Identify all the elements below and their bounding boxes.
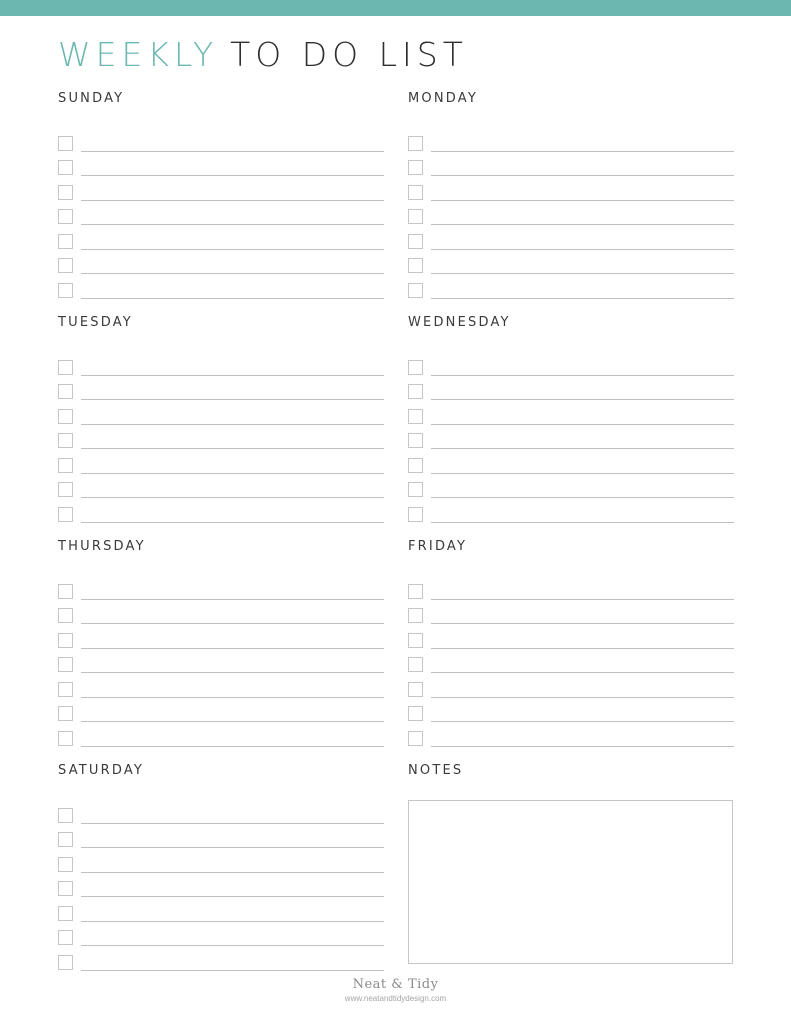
day-label: MONDAY [408, 91, 478, 106]
task-checkbox[interactable] [58, 608, 73, 623]
task-row [58, 499, 384, 524]
task-list [408, 576, 734, 748]
task-write-line[interactable] [431, 696, 734, 698]
task-checkbox[interactable] [408, 409, 423, 424]
task-write-line[interactable] [81, 871, 384, 873]
task-row [58, 128, 384, 153]
task-checkbox[interactable] [58, 731, 73, 746]
task-write-line[interactable] [431, 647, 734, 649]
task-write-line[interactable] [431, 720, 734, 722]
day-section-thursday [58, 539, 384, 748]
task-write-line[interactable] [81, 944, 384, 946]
task-row [408, 177, 734, 202]
task-checkbox[interactable] [408, 507, 423, 522]
task-write-line[interactable] [81, 895, 384, 897]
day-label: SATURDAY [58, 763, 145, 778]
task-write-line[interactable] [81, 822, 384, 824]
task-list [58, 352, 384, 524]
task-row [408, 650, 734, 675]
task-write-line[interactable] [81, 472, 384, 474]
task-write-line[interactable] [431, 174, 734, 176]
task-checkbox[interactable] [58, 832, 73, 847]
task-row [408, 128, 734, 153]
task-write-line[interactable] [81, 199, 384, 201]
task-row [408, 153, 734, 178]
task-row [58, 849, 384, 874]
task-row [58, 401, 384, 426]
task-write-line[interactable] [81, 248, 384, 250]
task-write-line[interactable] [431, 745, 734, 747]
task-row [58, 153, 384, 178]
day-label: FRIDAY [408, 539, 468, 554]
task-row [408, 450, 734, 475]
task-checkbox[interactable] [408, 633, 423, 648]
task-row [58, 576, 384, 601]
task-write-line[interactable] [81, 272, 384, 274]
task-write-line[interactable] [81, 150, 384, 152]
task-write-line[interactable] [81, 622, 384, 624]
task-row [58, 674, 384, 699]
task-checkbox[interactable] [408, 458, 423, 473]
task-write-line[interactable] [81, 496, 384, 498]
task-row [58, 800, 384, 825]
task-checkbox[interactable] [408, 160, 423, 175]
top-accent-bar [0, 0, 791, 16]
task-row [58, 699, 384, 724]
task-write-line[interactable] [431, 521, 734, 523]
task-checkbox[interactable] [408, 283, 423, 298]
task-checkbox[interactable] [408, 657, 423, 672]
task-write-line[interactable] [431, 199, 734, 201]
task-checkbox[interactable] [408, 234, 423, 249]
task-write-line[interactable] [431, 398, 734, 400]
brand-logo-text: Neat & Tidy [352, 977, 439, 992]
task-write-line[interactable] [431, 447, 734, 449]
task-row [408, 226, 734, 251]
task-write-line[interactable] [431, 374, 734, 376]
task-checkbox[interactable] [408, 584, 423, 599]
task-checkbox[interactable] [58, 682, 73, 697]
page-title [58, 35, 468, 74]
task-write-line[interactable] [81, 398, 384, 400]
notes-box[interactable] [408, 800, 733, 964]
task-write-line[interactable] [81, 846, 384, 848]
task-checkbox[interactable] [58, 160, 73, 175]
task-checkbox[interactable] [58, 409, 73, 424]
task-row [408, 275, 734, 300]
task-checkbox[interactable] [58, 955, 73, 970]
task-write-line[interactable] [81, 521, 384, 523]
task-write-line[interactable] [81, 920, 384, 922]
task-row [408, 202, 734, 227]
task-write-line[interactable] [431, 150, 734, 152]
task-row [58, 275, 384, 300]
task-checkbox[interactable] [408, 185, 423, 200]
task-checkbox[interactable] [408, 706, 423, 721]
task-checkbox[interactable] [408, 258, 423, 273]
task-checkbox[interactable] [58, 234, 73, 249]
day-label: WEDNESDAY [408, 315, 511, 330]
task-row [408, 426, 734, 451]
task-write-line[interactable] [81, 720, 384, 722]
task-checkbox[interactable] [58, 584, 73, 599]
task-row [408, 401, 734, 426]
task-write-line[interactable] [431, 248, 734, 250]
task-row [58, 450, 384, 475]
task-row [58, 923, 384, 948]
task-checkbox[interactable] [58, 136, 73, 151]
task-write-line[interactable] [431, 272, 734, 274]
task-list [408, 128, 734, 300]
day-section-monday [408, 91, 734, 300]
task-write-line[interactable] [81, 696, 384, 698]
task-checkbox[interactable] [58, 930, 73, 945]
day-section-friday [408, 539, 734, 748]
task-write-line[interactable] [431, 671, 734, 673]
task-write-line[interactable] [81, 423, 384, 425]
day-section-sunday [58, 91, 384, 300]
task-write-line[interactable] [81, 223, 384, 225]
task-row [58, 475, 384, 500]
task-checkbox[interactable] [58, 482, 73, 497]
task-checkbox[interactable] [58, 906, 73, 921]
task-row [58, 202, 384, 227]
task-row [408, 625, 734, 650]
task-checkbox[interactable] [58, 706, 73, 721]
task-row [408, 475, 734, 500]
day-section-wednesday [408, 315, 734, 524]
task-checkbox[interactable] [58, 283, 73, 298]
task-row [408, 352, 734, 377]
task-checkbox[interactable] [58, 507, 73, 522]
task-row [58, 177, 384, 202]
task-checkbox[interactable] [408, 433, 423, 448]
task-write-line[interactable] [81, 297, 384, 299]
task-checkbox[interactable] [58, 360, 73, 375]
task-checkbox[interactable] [408, 209, 423, 224]
task-row [408, 601, 734, 626]
notes-label: NOTES [408, 763, 464, 778]
task-row [58, 947, 384, 972]
task-row [408, 377, 734, 402]
task-write-line[interactable] [81, 671, 384, 673]
task-checkbox[interactable] [58, 657, 73, 672]
task-checkbox[interactable] [58, 633, 73, 648]
task-checkbox[interactable] [58, 881, 73, 896]
task-row [408, 251, 734, 276]
task-row [408, 499, 734, 524]
day-label: SUNDAY [58, 91, 125, 106]
task-write-line[interactable] [431, 423, 734, 425]
task-checkbox[interactable] [58, 857, 73, 872]
day-label: TUESDAY [58, 315, 133, 330]
task-row [58, 874, 384, 899]
task-row [58, 625, 384, 650]
task-checkbox[interactable] [408, 482, 423, 497]
task-checkbox[interactable] [58, 384, 73, 399]
task-checkbox[interactable] [408, 384, 423, 399]
task-row [58, 723, 384, 748]
day-label: THURSDAY [58, 539, 146, 554]
task-row [58, 352, 384, 377]
task-checkbox[interactable] [58, 185, 73, 200]
task-write-line[interactable] [431, 297, 734, 299]
task-row [58, 251, 384, 276]
task-row [58, 426, 384, 451]
task-row [408, 723, 734, 748]
task-checkbox[interactable] [58, 808, 73, 823]
task-checkbox[interactable] [408, 608, 423, 623]
task-checkbox[interactable] [58, 258, 73, 273]
task-row [408, 674, 734, 699]
title-rest: TO DO LIST [230, 35, 468, 74]
task-checkbox[interactable] [408, 360, 423, 375]
task-checkbox[interactable] [408, 731, 423, 746]
task-list [58, 128, 384, 300]
task-list [58, 800, 384, 972]
task-write-line[interactable] [81, 745, 384, 747]
task-row [58, 825, 384, 850]
task-row [408, 699, 734, 724]
day-section-tuesday [58, 315, 384, 524]
task-row [58, 650, 384, 675]
task-checkbox[interactable] [58, 433, 73, 448]
task-write-line[interactable] [431, 598, 734, 600]
task-write-line[interactable] [431, 622, 734, 624]
task-row [58, 898, 384, 923]
task-write-line[interactable] [81, 447, 384, 449]
task-row [58, 377, 384, 402]
task-checkbox[interactable] [58, 458, 73, 473]
task-row [408, 576, 734, 601]
task-list [58, 576, 384, 748]
task-row [58, 226, 384, 251]
task-write-line[interactable] [81, 647, 384, 649]
task-row [58, 601, 384, 626]
title-accent-word: WEEKLY [58, 35, 219, 74]
task-write-line[interactable] [431, 472, 734, 474]
brand-url: www.neatandtidydesign.com [344, 994, 447, 1003]
task-write-line[interactable] [431, 223, 734, 225]
footer [0, 976, 791, 1004]
task-write-line[interactable] [81, 598, 384, 600]
task-write-line[interactable] [431, 496, 734, 498]
task-write-line[interactable] [81, 969, 384, 971]
task-write-line[interactable] [81, 174, 384, 176]
task-checkbox[interactable] [58, 209, 73, 224]
task-checkbox[interactable] [408, 682, 423, 697]
day-section-saturday [58, 763, 384, 972]
task-list [408, 352, 734, 524]
notes-section [408, 763, 734, 964]
task-write-line[interactable] [81, 374, 384, 376]
task-checkbox[interactable] [408, 136, 423, 151]
